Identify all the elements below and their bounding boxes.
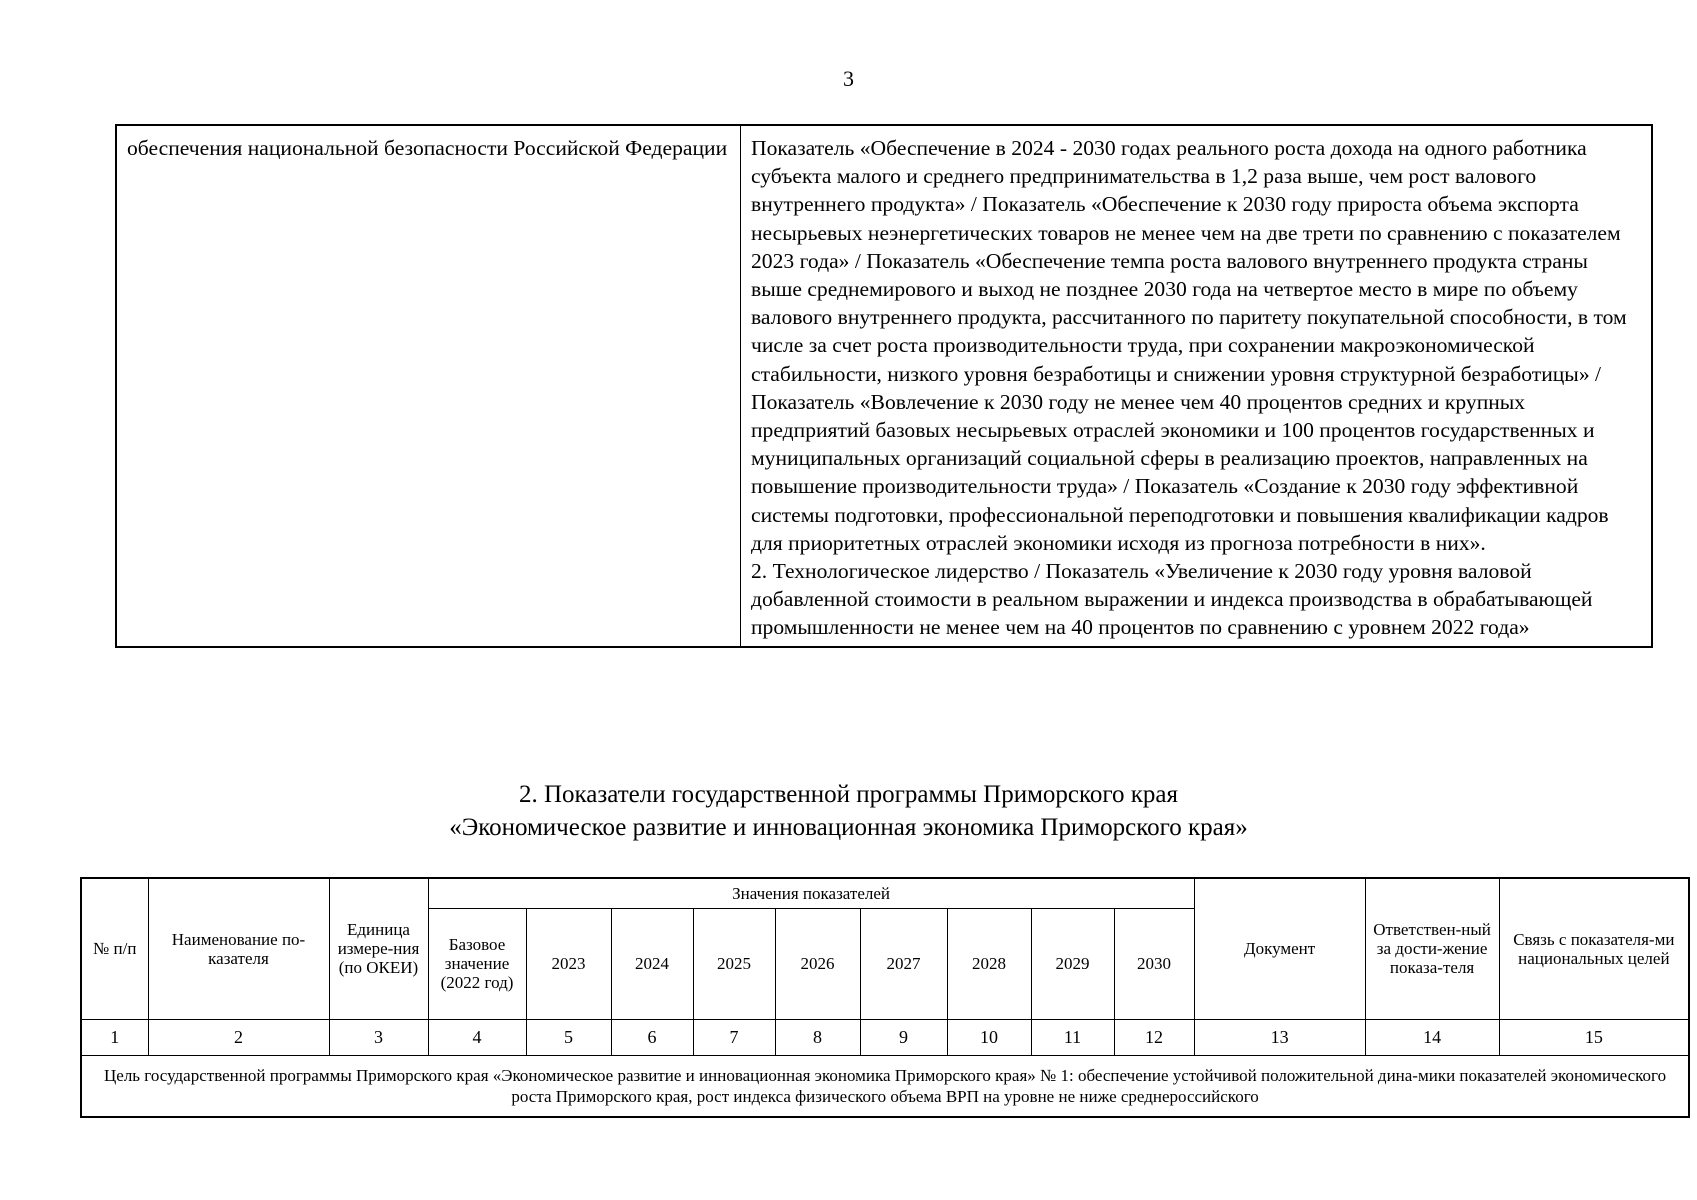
indicators-list-cell: Показатель «Обеспечение в 2024 - 2030 годах реального роста дохода на одного работника субъекта малого и среднего предпринимательства в 1,2 раза выше, чем рост валового внутреннего продукта» / Показатель «Обеспечение к 2030 году прироста объема экспорта несырьевых неэнергетических товаров не менее чем на две трети по сравнению с показателем 2023 года» / Показатель «Обеспечение темпа роста валового внутреннего продукта страны выше среднемирового и выход не позднее 2030 года на четвертое место в мире по объему валового внутреннего продукта, рассчитанного по паритету покупательной способности, в том числе за счет роста производительности труда, при сохранении макроэкономической стабильности, низкого уровня безработицы и снижении уровня структурной безработицы» / Показатель «Вовлечение к 2030 году не менее чем 40 процентов средних и крупных предприятий базовых несырьевых отраслей экономики и 100 процентов государственных и муниципальных организаций социальной сферы в реализацию проектов, направленных на повышение производительности труда» / Показатель «Создание к 2030 году эффективной системы подготовки, профессиональной переподготовки и повышения квалификации кадров для приоритетных отраслей экономики исходя из прогноза потребности в них». 2. Технологическое лидерство / Показатель «Увеличение к 2030 году уровня валовой добавленной стоимости в реальном выражении и индекса производства в обрабатывающей промышленности не менее чем на 40 процентов по сравнению с уровнем 2022 года»: [741, 125, 1653, 647]
column-number: 12: [1114, 1019, 1194, 1055]
national-goal-cell: обеспечения национальной безопасности Российской Федерации: [116, 125, 741, 647]
column-number: 10: [947, 1019, 1031, 1055]
col-header-document: Документ: [1194, 878, 1365, 1019]
col-header-link: Связь с показателя-ми национальных целей: [1499, 878, 1689, 1019]
column-number: 6: [611, 1019, 693, 1055]
col-header-year: 2029: [1031, 908, 1114, 1019]
col-header-base: Базовое значение (2022 год): [428, 908, 526, 1019]
column-number: 15: [1499, 1019, 1689, 1055]
col-header-num: № п/п: [81, 878, 148, 1019]
column-number: 5: [526, 1019, 611, 1055]
col-header-unit: Единица измере-ния (по ОКЕИ): [329, 878, 428, 1019]
col-header-responsible: Ответствен-ный за дости-жение показа-теля: [1365, 878, 1499, 1019]
col-header-year: 2027: [860, 908, 947, 1019]
col-header-year: 2030: [1114, 908, 1194, 1019]
column-number: 14: [1365, 1019, 1499, 1055]
column-number: 3: [329, 1019, 428, 1055]
table-header-row: [81, 878, 1689, 908]
program-goal-cell: Цель государственной программы Приморского края «Экономическое развитие и инновационная экономика Приморского края» № 1: обеспечение устойчивой положительной дина-мики показателей экономического роста Приморского края, рост индекса физического объема ВРП на уровне не ниже среднероссийского: [81, 1055, 1689, 1117]
section-heading-line2: «Экономическое развитие и инновационная экономика Приморского края»: [449, 814, 1248, 841]
column-number: 2: [148, 1019, 329, 1055]
section-heading-line1: 2. Показатели государственной программы Приморского края: [518, 781, 1179, 808]
col-header-year: 2025: [693, 908, 775, 1019]
column-number: 9: [860, 1019, 947, 1055]
column-number: 11: [1031, 1019, 1114, 1055]
column-number-row: [81, 1019, 1689, 1055]
col-header-year: 2023: [526, 908, 611, 1019]
column-number: 13: [1194, 1019, 1365, 1055]
goal-row: [81, 1055, 1689, 1117]
table-row: [116, 125, 1652, 647]
column-number: 4: [428, 1019, 526, 1055]
col-header-name: Наименование по-казателя: [148, 878, 329, 1019]
col-header-values-group: Значения показателей: [428, 878, 1194, 908]
national-goals-table: [115, 124, 1653, 648]
column-number: 7: [693, 1019, 775, 1055]
section-heading: [0, 778, 1697, 844]
col-header-year: 2026: [775, 908, 860, 1019]
col-header-year: 2028: [947, 908, 1031, 1019]
indicators-table: [80, 877, 1690, 1118]
col-header-year: 2024: [611, 908, 693, 1019]
column-number: 8: [775, 1019, 860, 1055]
page-number: 3: [843, 66, 854, 91]
column-number: 1: [81, 1019, 148, 1055]
